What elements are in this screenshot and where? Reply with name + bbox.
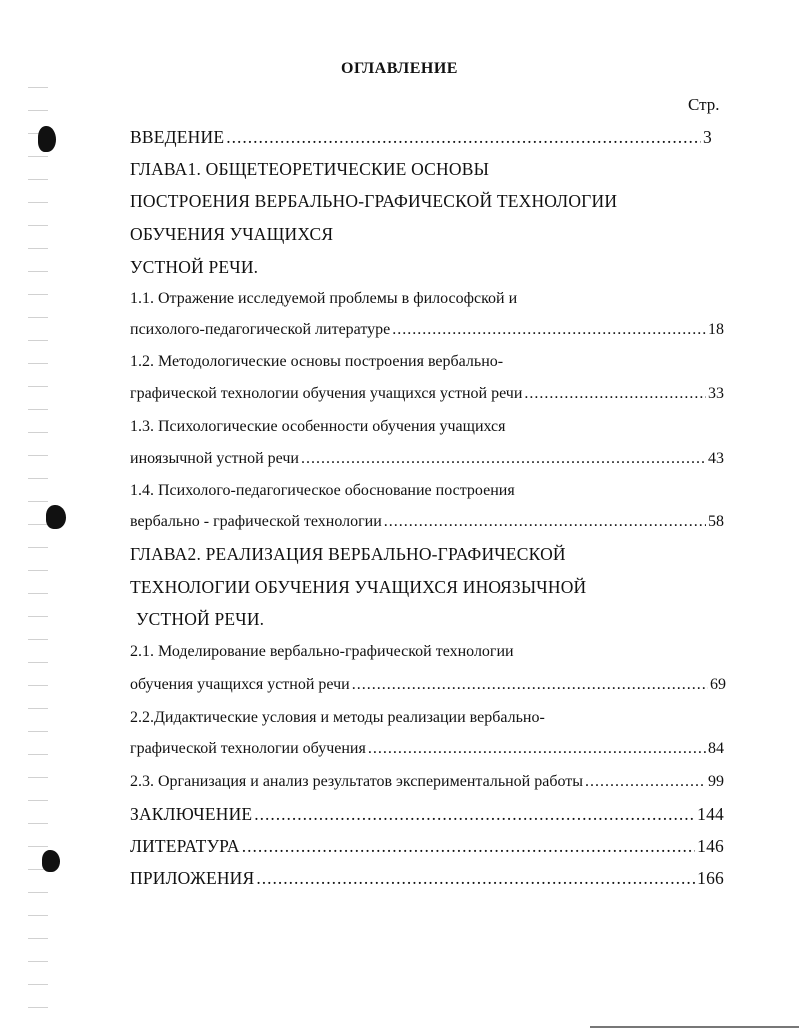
chapter-1-heading-line: ГЛАВА1. ОБЩЕТЕОРЕТИЧЕСКИЕ ОСНОВЫ bbox=[130, 159, 490, 179]
toc-page-number: 33 bbox=[708, 385, 724, 402]
toc-entry-conclusion[interactable] bbox=[130, 803, 724, 825]
chapter-1-heading-line: УСТНОЙ РЕЧИ. bbox=[130, 257, 259, 277]
chapter-2-heading-line: УСТНОЙ РЕЧИ. bbox=[136, 609, 265, 629]
toc-page-number: 18 bbox=[708, 321, 724, 338]
leader-dots bbox=[585, 771, 706, 793]
toc-section-title: 1.3. Психологические особенности обучения учащихся bbox=[130, 418, 506, 435]
toc-entry-2-2[interactable] bbox=[130, 738, 724, 760]
chapter-2-heading-line: ТЕХНОЛОГИИ ОБУЧЕНИЯ УЧАЩИХСЯ ИНОЯЗЫЧНОЙ bbox=[130, 577, 587, 597]
toc-section-title: 1.4. Психолого-педагогическое обоснование построения bbox=[130, 482, 515, 499]
toc-page-number: 3 bbox=[703, 127, 712, 147]
toc-page-number: 146 bbox=[697, 836, 724, 856]
chapter-2-heading-line: ГЛАВА2. РЕАЛИЗАЦИЯ ВЕРБАЛЬНО-ГРАФИЧЕСКОЙ bbox=[130, 544, 566, 564]
leader-dots bbox=[254, 803, 695, 825]
toc-page-number: 69 bbox=[710, 676, 726, 693]
toc-page-number: 99 bbox=[708, 773, 724, 790]
chapter-1-heading-line: ОБУЧЕНИЯ УЧАЩИХСЯ bbox=[130, 224, 334, 244]
scan-blot bbox=[46, 505, 66, 529]
leader-dots bbox=[392, 319, 706, 341]
chapter-1-heading-line: ПОСТРОЕНИЯ ВЕРБАЛЬНО-ГРАФИЧЕСКОЙ ТЕХНОЛОГИИ bbox=[130, 191, 618, 211]
scan-blot bbox=[42, 850, 60, 872]
toc-entry-title: иноязычной устной речи bbox=[130, 450, 299, 467]
toc-entry-1-3[interactable] bbox=[130, 448, 724, 470]
leader-dots bbox=[301, 448, 706, 470]
toc-entry-title: вербально - графической технологии bbox=[130, 513, 382, 530]
toc-entry-title: психолого-педагогической литературе bbox=[130, 321, 391, 338]
toc-entry-title: графической технологии обучения учащихся устной речи bbox=[130, 385, 523, 402]
toc-entry-appendices[interactable] bbox=[130, 867, 724, 889]
toc-page-number: 144 bbox=[697, 804, 724, 824]
toc-entry-1-4[interactable] bbox=[130, 511, 724, 533]
page-column-label: Стр. bbox=[688, 95, 720, 114]
leader-dots bbox=[256, 867, 695, 889]
toc-entry-title: 2.3. Организация и анализ результатов экспериментальной работы bbox=[130, 773, 584, 790]
toc-page-number: 43 bbox=[708, 450, 724, 467]
toc-entry-title: ВВЕДЕНИЕ bbox=[130, 127, 225, 147]
toc-entry-title: обучения учащихся устной речи bbox=[130, 676, 350, 693]
leader-dots bbox=[352, 674, 708, 696]
leader-dots bbox=[368, 738, 706, 760]
toc-section-title: 2.1. Моделирование вербально-графической технологии bbox=[130, 643, 514, 660]
toc-section-title: 1.2. Методологические основы построения вербально- bbox=[130, 353, 504, 370]
toc-entry-literature[interactable] bbox=[130, 835, 724, 857]
scan-margin-noise bbox=[28, 80, 48, 1030]
scan-edge-line bbox=[590, 1026, 799, 1028]
leader-dots bbox=[384, 511, 706, 533]
toc-entry-1-2[interactable] bbox=[130, 383, 724, 405]
toc-page-number: 166 bbox=[697, 868, 724, 888]
toc-entry-2-1[interactable] bbox=[130, 674, 726, 696]
toc-section-title: 2.2.Дидактические условия и методы реализации вербально- bbox=[130, 709, 545, 726]
toc-section-title: 1.1. Отражение исследуемой проблемы в философской и bbox=[130, 290, 518, 307]
toc-entry-title: ЗАКЛЮЧЕНИЕ bbox=[130, 804, 253, 824]
toc-entry-title: ПРИЛОЖЕНИЯ bbox=[130, 868, 255, 888]
leader-dots bbox=[242, 835, 695, 857]
page-title: ОГЛАВЛЕНИЕ bbox=[341, 60, 458, 77]
leader-dots bbox=[226, 126, 701, 148]
toc-entry-introduction[interactable] bbox=[130, 126, 712, 148]
toc-entry-title: графической технологии обучения bbox=[130, 740, 366, 757]
scan-blot bbox=[38, 126, 56, 152]
toc-entry-1-1[interactable] bbox=[130, 319, 724, 341]
toc-page-number: 84 bbox=[708, 740, 724, 757]
leader-dots bbox=[524, 383, 706, 405]
toc-entry-title: ЛИТЕРАТУРА bbox=[130, 836, 240, 856]
toc-page-number: 58 bbox=[708, 513, 724, 530]
toc-entry-2-3[interactable] bbox=[130, 771, 724, 793]
